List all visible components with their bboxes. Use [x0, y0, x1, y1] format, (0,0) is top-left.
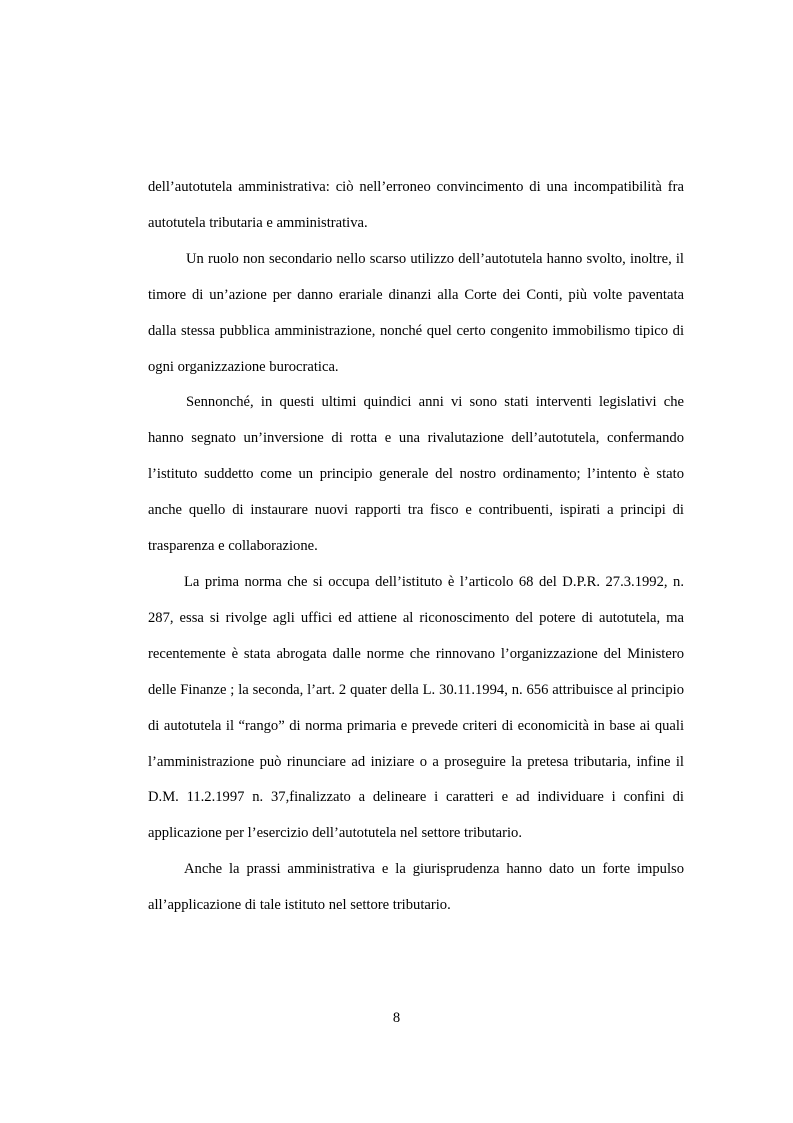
body-text	[148, 170, 684, 924]
paragraph: La prima norma che si occupa dell’istituto è l’articolo 68 del D.P.R. 27.3.1992, n. 287, essa si rivolge agli uffici ed attiene al riconoscimento del potere di autotutela, ma recentemente è stata abrogata dalle norme che rinnovano l’organizzazione del Ministero delle Finanze ; la seconda, l’art. 2 quater della L. 30.11.1994, n. 656 attribuisce al principio di autotutela il “rango” di norma primaria e prevede criteri di economicità in base ai quali l’amministrazione può rinunciare ad iniziare o a proseguire la pretesa tributaria, infine il D.M. 11.2.1997 n. 37,finalizzato a delineare i caratteri e ad individuare i confini di applicazione per l’esercizio dell’autotutela nel settore tributario.	[148, 573, 684, 842]
paragraph: Sennonché, in questi ultimi quindici anni vi sono stati interventi legislativi che hanno segnato un’inversione di rotta e una rivalutazione dell’autotutela, confermando l’istituto suddetto come un principio generale del nostro ordinamento; l’intento è stato anche quello di instaurare nuovi rapporti tra fisco e contribuenti, ispirati a principi di trasparenza e collaborazione.	[148, 394, 684, 555]
paragraph: Anche la prassi amministrativa e la giurisprudenza hanno dato un forte impulso all’applicazione di tale istituto nel settore tributario.	[148, 861, 684, 914]
paragraph: dell’autotutela amministrativa: ciò nell’erroneo convincimento di una incompatibilità fra autotutela tributaria e amministrativa.	[148, 179, 684, 231]
page-number: 8	[392, 1010, 401, 1026]
paragraph: Un ruolo non secondario nello scarso utilizzo dell’autotutela hanno svolto, inoltre, il timore di un’azione per danno erariale dinanzi alla Corte dei Conti, più volte paventata dalla stessa pubblica amministrazione, nonché quel certo congenito immobilismo tipico di ogni organizzazione burocratica.	[148, 250, 684, 375]
